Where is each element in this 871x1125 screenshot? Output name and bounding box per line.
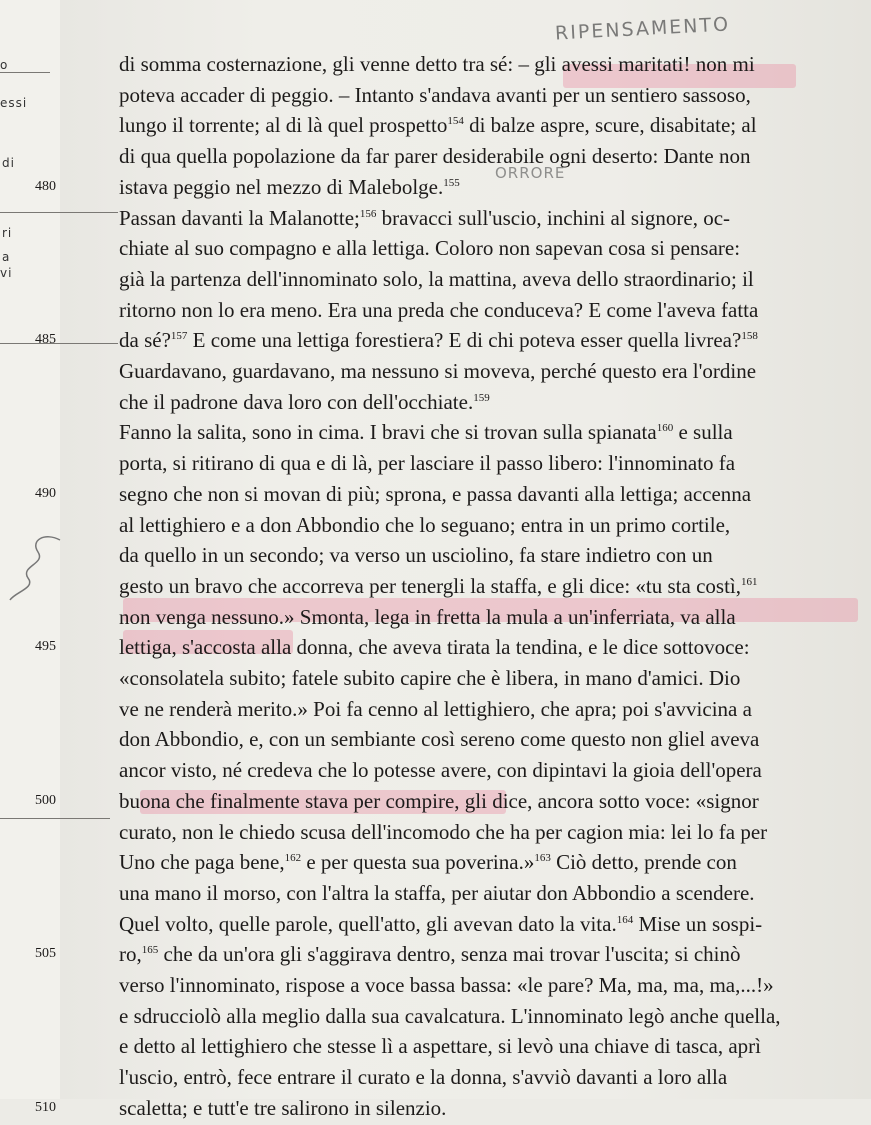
margin-rule: [0, 72, 50, 73]
text-line: [119, 293, 854, 327]
footnote-ref: 157: [170, 330, 188, 343]
text-segment: lettiga, s'accosta alla donna, che aveva tirata la tendina, e le dice sottovoce:: [119, 635, 750, 660]
line-number: 480: [35, 178, 56, 194]
text-line: [119, 1029, 854, 1063]
text-segment: di balze aspre, scure, disabitate; al: [463, 113, 757, 138]
text-line: [119, 1091, 854, 1125]
text-segment: da quello in un secondo; va verso un usciolino, fa stare indietro con un: [119, 543, 713, 568]
left-fragment: vi: [0, 266, 13, 280]
text-segment: lungo il torrente; al di là quel prospetto: [119, 113, 448, 138]
text-segment: istava peggio nel mezzo di Malebolge.: [119, 174, 444, 199]
text-line: [119, 139, 854, 173]
footnote-ref: 158: [741, 330, 758, 343]
text-segment: verso l'innominato, rispose a voce bassa bassa: «le pare? Ma, ma, ma, ma,...!»: [119, 973, 774, 997]
margin-rule: [0, 818, 110, 819]
text-line: [119, 784, 854, 818]
text-line: [119, 907, 854, 941]
pencil-squiggle-icon: [0, 530, 70, 610]
text-segment: che da un'ora gli s'aggirava dentro, senza mai trovar l'uscita; si chinò: [158, 942, 741, 967]
text-line: [119, 845, 854, 879]
footnote-ref: 165: [141, 944, 159, 957]
footnote-ref: 159: [473, 391, 490, 404]
text-line: [119, 692, 854, 726]
text-line: [119, 753, 854, 787]
text-line: [119, 661, 854, 695]
footnote-ref: 162: [284, 852, 302, 865]
text-segment: che il padrone dava loro con dell'occhiate.: [119, 389, 474, 414]
text-segment: da sé?: [119, 328, 171, 353]
text-segment: e sdrucciolò alla meglio dalla sua cavalcatura. L'innominato legò anche quella,: [119, 1003, 781, 1028]
text-segment: porta, si ritirano di qua e di là, per lasciare il passo libero: l'innominato fa: [119, 451, 736, 476]
text-line: [119, 1060, 854, 1094]
line-number: 495: [35, 639, 56, 655]
text-segment: una mano il morso, con l'altra la staffa, per aiutar don Abbondio a scendere.: [119, 880, 755, 905]
text-segment: di qua quella popolazione da far parer desiderabile ogni deserto: Dante non: [119, 144, 751, 169]
text-segment: Quel volto, quelle parole, quell'atto, gli avevan dato la vita.: [119, 911, 617, 936]
handwritten-margin-note: ORRORE: [495, 164, 566, 182]
left-fragment: o: [0, 58, 9, 72]
footnote-ref: 164: [616, 913, 634, 926]
text-segment: «consolatela subito; fatele subito capire che è libera, in mano d'amici. Dio: [119, 666, 741, 690]
margin-rule: [0, 212, 118, 213]
text-segment: Uno che paga bene,: [119, 850, 285, 875]
text-segment: ritorno non lo era meno. Era una preda che conduceva? E come l'aveva fatta: [119, 297, 759, 322]
text-line: [119, 385, 854, 419]
text-segment: ve ne renderà merito.» Poi fa cenno al lettighiero, che apra; poi s'avvicina a: [119, 696, 752, 721]
text-line: [119, 415, 854, 449]
left-fragment: di: [2, 156, 15, 170]
footnote-ref: 155: [443, 176, 460, 189]
text-segment: don Abbondio, e, con un sembiante così sereno come questo non gliel aveva: [119, 727, 760, 752]
text-segment: gesto un bravo che accorreva per tenergli la staffa, e gli dice: «tu sta costì,: [119, 573, 741, 598]
text-line: [119, 876, 854, 910]
text-line: [119, 815, 854, 849]
text-line: [119, 108, 854, 142]
text-segment: Ciò detto, prende con: [550, 850, 737, 875]
handwritten-note: RIPENSAMENTO: [554, 13, 731, 45]
text-segment: bravacci sull'uscio, inchini al signore, oc-: [376, 205, 731, 230]
footnote-ref: 156: [359, 207, 377, 220]
footnote-ref: 161: [740, 575, 758, 588]
left-fragment: a: [2, 250, 11, 264]
line-number: 485: [35, 332, 56, 348]
text-segment: al lettighiero e a don Abbondio che lo seguano; entra in un primo cortile,: [119, 512, 731, 537]
line-number: 505: [35, 946, 56, 962]
left-fragment: essi: [0, 96, 28, 110]
text-segment: buona che finalmente stava per compire, gli dice, ancora sotto voce: «signor: [119, 788, 759, 813]
text-line: [119, 477, 854, 511]
text-line: [119, 231, 854, 265]
text-line: [119, 170, 854, 204]
text-segment: scaletta; e tutt'e tre salirono in silenzio.: [119, 1095, 447, 1120]
text-segment: di somma costernazione, gli venne detto tra sé: – gli avessi maritati! non mi: [119, 52, 755, 76]
text-line: [119, 569, 854, 603]
line-number: 500: [35, 792, 56, 808]
text-segment: già la partenza dell'innominato solo, la mattina, aveva dello straordinario; il: [119, 266, 754, 291]
text-line: [119, 600, 854, 634]
left-fragment: ri: [2, 226, 13, 240]
footnote-ref: 154: [447, 115, 464, 128]
text-line: [119, 999, 854, 1033]
text-line: [119, 47, 854, 81]
text-segment: ancor visto, né credeva che lo potesse avere, con dipintavi la gioia dell'opera: [119, 758, 762, 783]
text-segment: Passan davanti la Malanotte;: [119, 205, 360, 230]
line-number: 510: [35, 1099, 56, 1115]
text-line: [119, 538, 854, 572]
text-segment: Fanno la salita, sono in cima. I bravi che si trovan sulla spianata: [119, 420, 657, 445]
text-segment: Mise un sospi-: [633, 911, 763, 936]
text-segment: e per questa sua poverina.»: [301, 850, 535, 875]
text-line: [119, 201, 854, 235]
text-line: [119, 937, 854, 971]
text-segment: chiate al suo compagno e alla lettiga. Coloro non sapevan cosa si pensare:: [119, 236, 741, 261]
text-line: [119, 968, 854, 1002]
text-line: [119, 508, 854, 542]
text-segment: Guardavano, guardavano, ma nessuno si moveva, perché questo era l'ordine: [119, 359, 757, 383]
text-line: [119, 323, 854, 357]
text-segment: curato, non le chiedo scusa dell'incomodo che ha per cagion mia: lei lo fa per: [119, 819, 768, 844]
text-line: [119, 262, 854, 296]
text-segment: poteva accader di peggio. – Intanto s'andava avanti per un sentiero sassoso,: [119, 82, 751, 107]
text-line: [119, 722, 854, 756]
text-segment: l'uscio, entrò, fece entrare il curato e la donna, s'avviò davanti a loro alla: [119, 1065, 728, 1090]
line-number: 490: [35, 485, 56, 501]
text-segment: e detto al lettighiero che stesse lì a aspettare, si levò una chiave di tasca, aprì: [119, 1034, 761, 1059]
text-segment: segno che non si movan di più; sprona, e passa davanti alla lettiga; accenna: [119, 481, 752, 506]
text-segment: non venga nessuno.» Smonta, lega in fretta la mula a un'inferriata, va alla: [119, 604, 736, 629]
text-line: [119, 630, 854, 664]
text-segment: E come una lettiga forestiera? E di chi poteva esser quella livrea?: [187, 328, 742, 353]
footnote-ref: 163: [534, 852, 551, 865]
footnote-ref: 160: [656, 422, 674, 435]
text-line: [119, 446, 854, 480]
text-segment: e sulla: [673, 420, 733, 445]
text-segment: ro,: [119, 942, 142, 967]
text-line: [119, 78, 854, 112]
text-line: [119, 354, 854, 388]
